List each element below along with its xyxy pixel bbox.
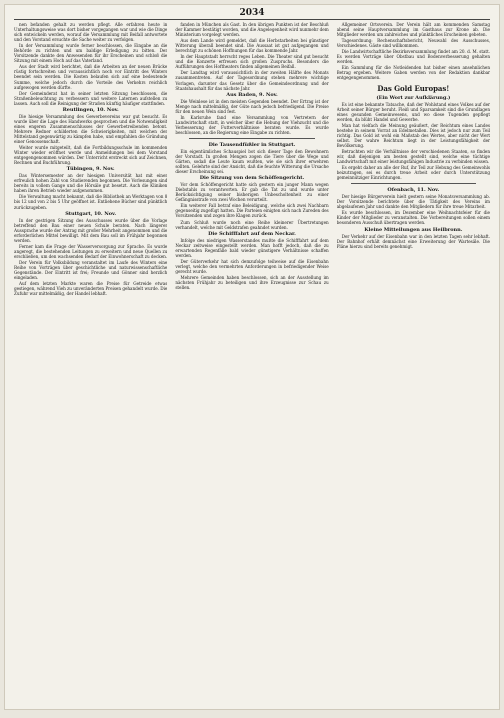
article-paragraph: nen befanden gehalt zu werden pflegt. Alle erfahren heute in Unterhaltungsweise was dort bisher vorgegangen war und wie die Dinge sich entwickeln werden, worauf die Versammlung mit Beifall antwortete und den Vorstand ersuchte die Sache weiter zu verfolgen. [14,22,168,43]
article-paragraph: In Karlsruhe fand eine Versammlung von Vertretern der Landwirtschaft statt, in welcher über die Hebung der Viehzucht und die Verbesserung der Futterverhältnisse beraten wurde. Es wurde beschlossen, an die Regierung eine Eingabe zu richten. [175,114,329,135]
article-paragraph: Weiter wurde mitgeteilt, daß die Fortbildungsschule im kommenden Winter wieder eröffnet werde und Anmeldungen bei dem Vorstand entgegengenommen würden. Der Unterricht erstreckt sich auf Zeichnen, Rechnen und Buchführung. [14,145,168,166]
section-divider [189,138,314,139]
section-divider [351,183,476,184]
page-number: 2034 [239,8,265,18]
article-subheading: (Ein Wort zur Aufklärung.) [376,94,451,101]
article-paragraph: Der Güterverkehr hat sich demzufolge teilweise auf die Eisenbahn verlegt, welche den vermehrten Anforderungen in befriedigender Weise gerecht wurde. [175,258,329,274]
article-paragraph: Aus dem Lande wird gemeldet, daß die Herbstarbeiten bei günstiger Witterung überall beendet sind. Die Aussaat ist gut aufgegangen und berechtigt zu schönen Hoffnungen für das kommende Jahr. [175,38,329,54]
column-middle [175,22,328,700]
article-paragraph: Ein eigentümliches Schauspiel bot sich dieser Tage den Bewohnern der Vorstadt. In großen Mengen zogen die Tiere über die Wege und Gärten, sodaß die Leute kaum wußten, wie sie sich ihrer erwehren sollten. Gelehrte sind der Ansicht, daß die feuchte Witterung die Ursache dieser Erscheinung sei. [175,148,329,175]
article-paragraph: Allgemeiner Ortsverein. Der Verein hält am kommenden Samstag abend seine Hauptversammlung im Gasthaus zur Krone ab. Die Mitglieder werden um zahlreiches und pünktliches Erscheinen gebeten. [336,22,490,38]
article-paragraph: Aus der Stadt wird berichtet, daß die Arbeiten an der neuen Brücke rüstig fortschreiten und voraussichtlich noch vor Eintritt des Winters beendet sein werden. Die Kosten belaufen sich auf eine bedeutende Summe, welche jedoch durch die Vorteile des Verkehrs reichlich aufgewogen werden dürfte. [14,64,168,90]
article-headline: Das Gold Europas! [377,83,450,93]
article-subheading: Stuttgart, 10. Nov. [65,210,117,217]
article-paragraph: Ferner kam die Frage der Wasserversorgung zur Sprache. Es wurde angeregt, die bestehenden Leitungen zu erweitern und neue Quellen zu erschließen, um den wachsenden Bedarf der Einwohnerschaft zu decken. [14,243,168,259]
article-paragraph: Man hat vielfach die Meinung geäußert, der Reichtum eines Landes bestehe in seinem Vorrat an Edelmetallen. Dies ist jedoch nur zum Teil richtig. Das Gold ist wohl ein Maßstab des Wertes, aber nicht der Wert selbst. Der wahre Reichtum liegt in der Leistungsfähigkeit der Bevölkerung. [336,122,490,148]
article-paragraph: Es wurde beschlossen, im Dezember eine Weihnachtsfeier für die Kinder der Mitglieder zu veranstalten. Die Vorbereitungen sollen einem besonderen Ausschuß übertragen werden. [336,210,490,226]
article-paragraph: Die Verwaltung macht bekannt, daß die Bibliothek an Werktagen von 8 bis 12 und von 2 bis 5 Uhr geöffnet ist. Entliehene Bücher sind pünktlich zurückzugeben. [14,194,168,210]
article-subheading: Die Sitzung von dem Schöffengericht. [199,175,305,182]
article-paragraph: Die hiesige Versammlung des Gewerbevereins war gut besucht. Es wurde über die Lage des Handwerks gesprochen und die Notwendigkeit eines engeren Zusammenschlusses der Gewerbetreibenden betont. Mehrere Redner schilderten die Schwierigkeiten, mit welchen der Mittelstand gegenwärtig zu kämpfen habe, und empfahlen die Gründung einer Genossenschaft. [14,113,168,144]
article-paragraph: fanden in München als Gast. In den übrigen Punkten ist der Beschluß der Kammer bestätigt worden, und die Angelegenheit wird nunmehr dem Ministerium vorgelegt werden. [175,22,329,38]
article-paragraph: In der Versammlung wurde ferner beschlossen, die Eingabe an die Behörde zu richten und um baldige Erledigung zu bitten. Der Vorsitzende dankte den Anwesenden für ihr Erscheinen und schloß die Sitzung mit einem Hoch auf das Vaterland. [14,43,168,64]
article-paragraph: Es ergeht daher an alle der Ruf, ihr Teil zur Hebung des Gemeinwohls beizutragen, sei es durch treue Arbeit oder durch Unterstützung gemeinnütziger Einrichtungen. [336,165,490,181]
article-subheading: Ofenbach, 11. Nov. [387,187,440,194]
article-paragraph: Der hiesige Bürgerverein hielt gestern seine Monatsversammlung ab. Der Vorsitzende berichtete über die Tätigkeit des Vereins im abgelaufenen Jahr und dankte den Mitgliedern für ihre treue Mitarbeit. [336,194,490,210]
article-paragraph: Ein weiterer Fall betraf eine Beleidigung, welche sich zwei Nachbarn gegenseitig zugefügt hatten. Die Parteien einigten sich nach Zureden des Vorsitzenden und zogen ihre Klagen zurück. [175,203,329,219]
article-paragraph: Der Verein für Volksbildung veranstaltet im Laufe des Winters eine Reihe von Vorträgen über geschichtliche und naturwissenschaftliche Gegenstände. Der Eintritt ist frei; Freunde und Gönner sind herzlich eingeladen. [14,259,168,281]
article-subheading: Aus Baden, 9. Nov. [226,91,278,98]
article-paragraph: Der Verkehr auf der Eisenbahn war in den letzten Tagen sehr lebhaft. Der Bahnhof erhält demnächst eine Erweiterung der Wartesäle. Die Pläne hierzu sind bereits genehmigt. [336,233,490,249]
article-subheading: Tübingen, 9. Nov. [66,166,115,173]
article-subheading: Die Tausendfüßler in Stuttgart. [208,141,296,148]
article-paragraph: Mehrere Gemeinden haben beschlossen, sich an der Ausstellung im nächsten Frühjahr zu beteiligen und ihre Erzeugnisse zur Schau zu stellen. [175,274,329,291]
article-paragraph: In der gestrigen Sitzung des Ausschusses wurde über die Vorlage betreffend den Bau einer neuen Schule beraten. Nach längerer Aussprache wurde der Antrag mit großer Mehrheit angenommen und die erforderlichen Mittel bewilligt. Mit dem Bau soll im Frühjahr begonnen werden. [14,217,168,243]
article-paragraph: Tagesordnung: Rechenschaftsbericht, Neuwahl des Ausschusses, Verschiedenes. Gäste sind willkommen. [336,38,490,49]
article-paragraph: Betrachten wir die Verhältnisse der verschiedenen Staaten, so finden wir, daß diejenigen am besten gestellt sind, welche eine tüchtige Landwirtschaft mit einer leistungsfähigen Industrie zu verbinden wissen. [336,148,490,165]
article-paragraph: Es ist eine bekannte Tatsache, daß der Wohlstand eines Volkes auf der Arbeit seiner Bürger beruht. Fleiß und Sparsamkeit sind die Grundlagen eines gesunden Gemeinwesens, und wo diese Tugenden gepflegt werden, da blüht Handel und Gewerbe. [336,101,490,122]
newspaper-page [4,4,500,710]
article-paragraph: In der Hauptstadt herrscht reges Leben. Die Theater sind gut besucht und die Konzerte erfreuen sich großen Zuspruchs. Besonders die Aufführungen des Hoftheaters finden allgemeinen Beifall. [175,54,329,70]
article-paragraph: Ein Sammlung für die Notleidenden hat bisher einen ansehnlichen Betrag ergeben. Weitere Gaben werden von der Redaktion dankbar entgegengenommen. [336,65,490,81]
article-paragraph: Infolge des niedrigen Wasserstandes mußte die Schifffahrt auf dem Neckar zeitweise eingestellt werden. Man hofft jedoch, daß die zu erwartenden Regenfälle bald wieder günstigere Verhältnisse schaffen werden. [175,237,329,258]
article-subheading: Die Schifffahrt auf dem Neckar. [208,230,296,237]
article-paragraph: Auf dem letzten Markte waren die Preise für Getreide etwas gestiegen, während Vieh zu unveränderten Preisen gehandelt wurde. Die Zufuhr war mittelmäßig, der Handel lebhaft. [14,281,168,297]
column-left [14,22,167,700]
article-paragraph: Die Weinlese ist in den meisten Gegenden beendet. Der Ertrag ist der Menge nach mittelmäßig, der Güte nach jedoch befriedigend. Die Preise für den neuen Wein sind fest. [175,98,329,114]
article-paragraph: Das Wintersemester an der hiesigen Universität hat mit einer erfreulich hohen Zahl von Studierenden begonnen. Die Vorlesungen sind bereits in vollem Gange und die Hörsäle gut besetzt. Auch die Kliniken haben ihren Betrieb wieder aufgenommen. [14,173,168,194]
column-container [14,22,490,700]
article-paragraph: Der Gemeinderat hat in seiner letzten Sitzung beschlossen, die Straßenbeleuchtung zu verbessern und weitere Laternen aufstellen zu lassen. Auch soll die Reinigung der Straßen künftig häufiger stattfinden. [14,90,168,106]
header-rule [14,19,490,20]
article-paragraph: Vor dem Schöffengericht hatte sich gestern ein junger Mann wegen Diebstahls zu verantworten. Er gab die Tat zu und wurde unter Berücksichtigung seiner bisherigen Unbescholtenheit zu einer Gefängnisstrafe von zwei Wochen verurteilt. [175,182,329,203]
article-paragraph: Der Landtag wird voraussichtlich in der zweiten Hälfte des Monats zusammentreten. Auf der Tagesordnung stehen mehrere wichtige Vorlagen, darunter das Gesetz über die Gemeindeordnung und der Staatshaushalt für das nächste Jahr. [175,70,329,91]
article-subheading: Kleine Mitteilungen aus Heilbronn. [364,226,463,233]
column-right [337,22,490,700]
article-paragraph: Die Landwirtschaftliche Bezirksversammlung findet am 20. d. M. statt. Es werden Vorträge über Obstbau und Bodenverbesserung gehalten werden. [336,49,490,65]
article-subheading: Reutlingen, 10. Nov. [62,106,119,113]
article-paragraph: Zum Schluß wurde noch eine Reihe kleinerer Übertretungen verhandelt, welche mit Geldstrafen geahndet wurden. [175,219,329,230]
